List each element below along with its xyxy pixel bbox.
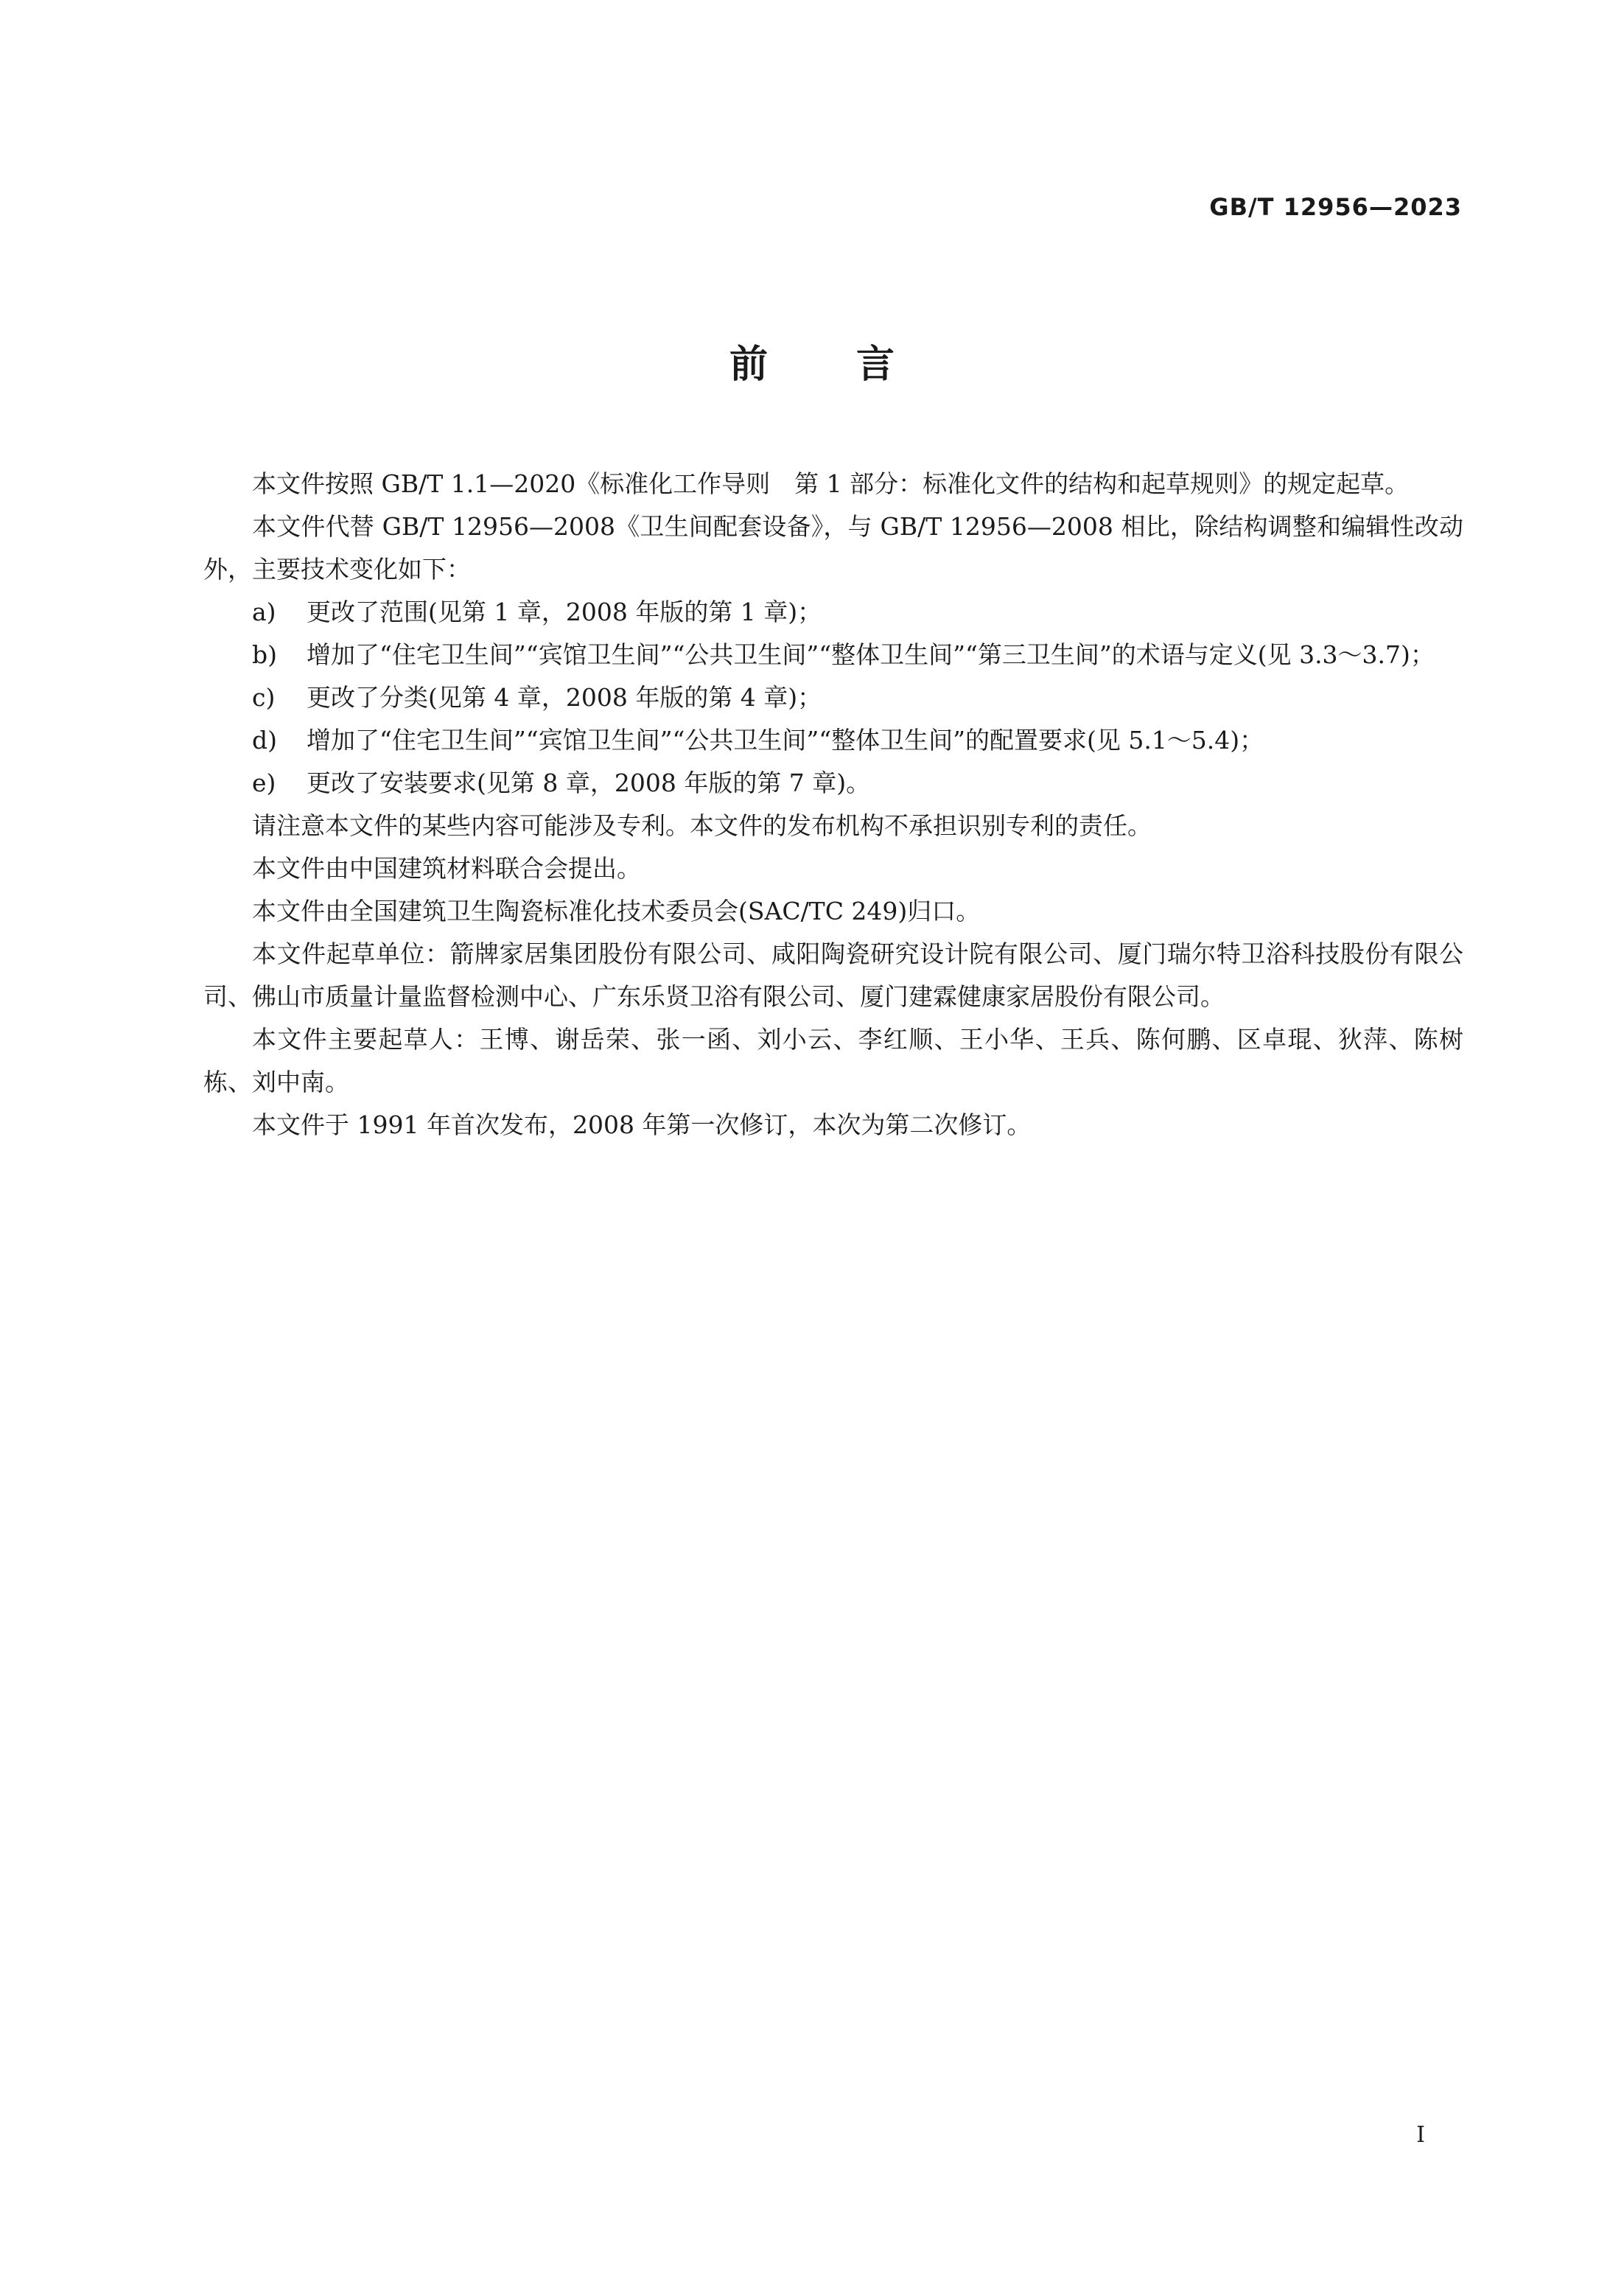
list-item-text: 增加了“住宅卫生间”“宾馆卫生间”“公共卫生间”“整体卫生间”“第三卫生间”的术语与定义(见 3.3～3.7)； (307, 640, 1435, 669)
list-item-change-a (203, 591, 1463, 634)
list-item-change-e (203, 762, 1463, 805)
paragraph-proposer: 本文件由中国建筑材料联合会提出。 (252, 854, 641, 883)
list-item-change-c (203, 676, 1463, 719)
list-item-text: 更改了安装要求(见第 8 章，2008 年版的第 7 章)。 (307, 769, 871, 797)
paragraph-history: 本文件于 1991 年首次发布，2008 年第一次修订，本次为第二次修订。 (252, 1110, 1032, 1139)
list-marker: d) (252, 726, 277, 755)
list-item-change-d (203, 719, 1463, 762)
page-title: 前言 (729, 343, 983, 387)
paragraph-drafting-rules: 本文件按照 GB/T 1.1—2020《标准化工作导则 第 1 部分：标准化文件的结构和起草规则》的规定起草。 (252, 469, 1410, 498)
list-item-change-b (203, 634, 1463, 676)
list-item-text: 更改了范围(见第 1 章，2008 年版的第 1 章)； (307, 598, 822, 626)
paragraph-committee: 本文件由全国建筑卫生陶瓷标准化技术委员会(SAC/TC 249)归口。 (252, 897, 981, 925)
list-item-text: 增加了“住宅卫生间”“宾馆卫生间”“公共卫生间”“整体卫生间”的配置要求(见 5.1～5.4)； (307, 726, 1264, 755)
list-marker: e) (252, 769, 276, 797)
list-item-text: 更改了分类(见第 4 章，2008 年版的第 4 章)； (307, 683, 822, 712)
standard-code: GB/T 12956—2023 (1209, 193, 1462, 221)
paragraph-drafting-units: 本文件起草单位：箭牌家居集团股份有限公司、咸阳陶瓷研究设计院有限公司、厦门瑞尔特卫浴科技股份有限公司、佛山市质量计量监督检测中心、广东乐贤卫浴有限公司、厦门建霖健康家居股份有限公司。 (203, 939, 1463, 1011)
list-marker: b) (252, 640, 277, 669)
list-marker: c) (252, 683, 276, 712)
paragraph-replacement: 本文件代替 GB/T 12956—2008《卫生间配套设备》，与 GB/T 12956—2008 相比，除结构调整和编辑性改动外，主要技术变化如下： (203, 512, 1463, 584)
foreword-body (203, 463, 1463, 1146)
page-number: I (1416, 2122, 1425, 2148)
paragraph-patent-notice: 请注意本文件的某些内容可能涉及专利。本文件的发布机构不承担识别专利的责任。 (252, 811, 1152, 840)
list-marker: a) (252, 598, 276, 626)
paragraph-drafters: 本文件主要起草人：王博、谢岳荣、张一函、刘小云、李红顺、王小华、王兵、陈何鹏、区卓琨、狄萍、陈树栋、刘中南。 (203, 1025, 1463, 1096)
